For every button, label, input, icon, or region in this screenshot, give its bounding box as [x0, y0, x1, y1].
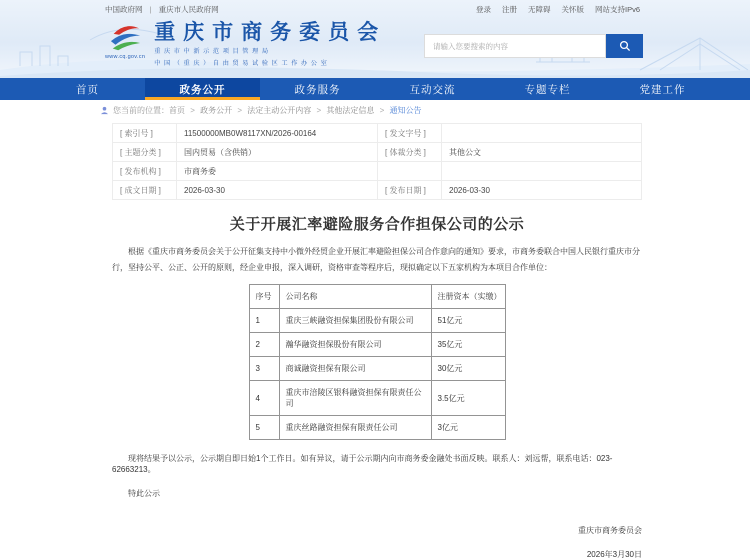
meta-label: [ 主题分类 ]: [113, 143, 177, 162]
company-row: [249, 357, 505, 381]
meta-value: 2026-03-30: [442, 181, 642, 200]
site-subtitle-1: 重庆市中新示范项目管理局: [154, 48, 272, 55]
company-capital: 3.5亿元: [431, 381, 505, 416]
nav-tab-2[interactable]: 政务服务: [294, 83, 341, 96]
company-row: [249, 416, 505, 440]
breadcrumb-separator: >: [235, 106, 245, 115]
meta-row: [113, 162, 642, 181]
breadcrumb: [0, 100, 750, 121]
gov-links: [105, 4, 219, 15]
meta-value: 其他公文: [442, 143, 642, 162]
gov-portal-link[interactable]: 中国政府网: [105, 5, 143, 14]
commission-emblem-icon: [107, 22, 144, 53]
nav-tab-1[interactable]: 政务公开: [145, 78, 260, 100]
breadcrumb-link[interactable]: 法定主动公开内容: [247, 106, 312, 115]
company-name: 重庆三峡融资担保集团股份有限公司: [279, 309, 431, 333]
meta-value: 市商务委: [177, 162, 378, 181]
meta-value: [442, 162, 642, 181]
company-name: 商诚融资担保有限公司: [279, 357, 431, 381]
breadcrumb-separator: >: [188, 106, 198, 115]
breadcrumb-link[interactable]: 通知公告: [389, 106, 422, 115]
meta-row: [113, 124, 642, 143]
company-name: 重庆丝路融资担保有限责任公司: [279, 416, 431, 440]
signature-org: 重庆市商务委员会: [578, 526, 642, 536]
company-row: [249, 333, 505, 357]
guarantee-company-table: [249, 284, 506, 440]
closing-line: 特此公示: [128, 489, 160, 499]
meta-value: [442, 124, 642, 143]
article-page: [112, 123, 642, 560]
company-row: [249, 381, 505, 416]
meta-label: [378, 162, 442, 181]
breadcrumb-link[interactable]: 其他法定信息: [326, 106, 375, 115]
company-name: 重庆市涪陵区银科融资担保有限责任公司: [279, 381, 431, 416]
company-index: 1: [249, 309, 279, 333]
meta-value: 国内贸易（含供销）: [177, 143, 378, 162]
nav-tab-0[interactable]: 首页: [76, 83, 99, 96]
meta-label: [ 索引号 ]: [113, 124, 177, 143]
breadcrumb-prefix: 您当前的位置：: [113, 106, 169, 115]
signature-date: 2026年3月30日: [586, 550, 642, 560]
site-subtitle-2: 中国（重庆）自由贸易试验区工作办公室: [154, 60, 331, 67]
utility-link[interactable]: 注册: [501, 5, 517, 14]
company-capital: 3亿元: [431, 416, 505, 440]
meta-label: [ 发布日期 ]: [378, 181, 442, 200]
company-index: 4: [249, 381, 279, 416]
search-button[interactable]: [606, 34, 643, 58]
company-capital: 30亿元: [431, 357, 505, 381]
document-meta-table: [112, 123, 642, 200]
site-header: [0, 0, 750, 78]
breadcrumb-link[interactable]: 首页: [169, 106, 185, 115]
company-table-header: 公司名称: [279, 285, 431, 309]
site-url: www.cq.gov.cn: [105, 54, 146, 60]
nav-tab-5[interactable]: 党建工作: [639, 83, 686, 96]
meta-row: [113, 143, 642, 162]
company-capital: 51亿元: [431, 309, 505, 333]
nav-tab-4[interactable]: 专题专栏: [524, 83, 571, 96]
breadcrumb-link[interactable]: 政务公开: [200, 106, 233, 115]
company-index: 3: [249, 357, 279, 381]
article-title: 关于开展汇率避险服务合作担保公司的公示: [229, 216, 525, 233]
nav-tab-3[interactable]: 互动交流: [409, 83, 456, 96]
location-user-icon: [100, 106, 109, 115]
meta-label: [ 体裁分类 ]: [378, 143, 442, 162]
main-nav: [0, 78, 750, 100]
company-capital: 35亿元: [431, 333, 505, 357]
company-table-header: 注册资本（实缴）: [431, 285, 505, 309]
site-title: 重庆市商务委员会: [154, 21, 387, 44]
breadcrumb-items: [169, 105, 422, 116]
utility-link[interactable]: 关怀版: [561, 5, 584, 14]
utility-link[interactable]: 网站支持IPv6: [594, 5, 640, 14]
meta-label: [ 发布机构 ]: [113, 162, 177, 181]
site-search: [424, 34, 643, 58]
meta-label: [ 发文字号 ]: [378, 124, 442, 143]
company-row: [249, 309, 505, 333]
breadcrumb-separator: >: [314, 106, 324, 115]
utility-link[interactable]: 登录: [475, 5, 491, 14]
magnifier-icon: [619, 40, 631, 52]
meta-label: [ 成文日期 ]: [113, 181, 177, 200]
breadcrumb-separator: >: [377, 106, 387, 115]
meta-value: 11500000MB0W8117XN/2026-00164: [177, 124, 378, 143]
company-index: 2: [249, 333, 279, 357]
meta-value: 2026-03-30: [177, 181, 378, 200]
company-table-header: 序号: [249, 285, 279, 309]
link-separator: |: [147, 5, 154, 14]
meta-row: [113, 181, 642, 200]
company-name: 瀚华融资担保股份有限公司: [279, 333, 431, 357]
utility-bar: [0, 0, 750, 15]
gov-portal-link[interactable]: 重庆市人民政府网: [158, 5, 219, 14]
company-index: 5: [249, 416, 279, 440]
search-input[interactable]: [424, 34, 606, 58]
utility-links: [476, 4, 640, 15]
article-intro-paragraph: 根据《重庆市商务委员会关于公开征集支持中小微外经贸企业开展汇率避险担保公司合作意向的通知》要求，市商务委联合中国人民银行重庆市分行，坚持公平、公正、公开的原则，经企业申报，深入调研，资格审查等程序后，现拟确定以下五家机构为本项目合作单位：: [112, 247, 640, 272]
result-paragraph: 现将结果予以公示，公示期自即日始1个工作日。如有异议，请于公示期内向市商务委金融处书面反映。联系人：刘远帮，联系电话：023-62663213。: [112, 454, 613, 475]
utility-link[interactable]: 无障碍: [527, 5, 551, 14]
